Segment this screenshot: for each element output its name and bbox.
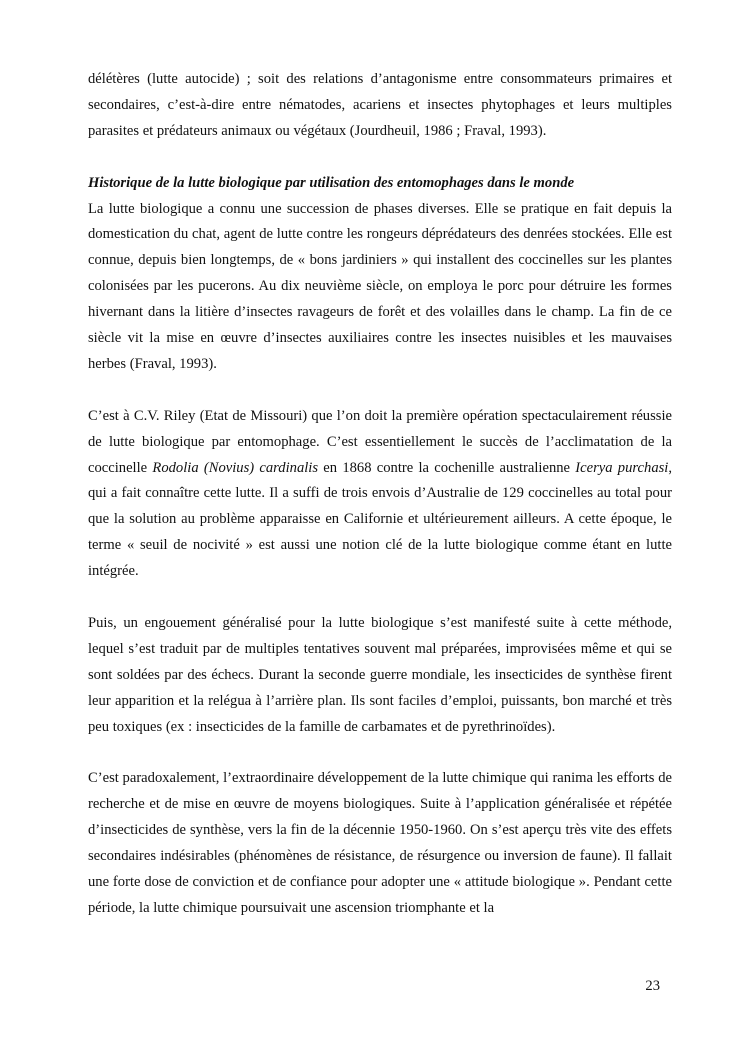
body-text bbox=[88, 67, 672, 922]
text-segment: en 1868 contre la cochenille australienne bbox=[318, 459, 576, 476]
paragraph-history: La lutte biologique a connu une succession de phases diverses. Elle se pratique en fait depuis la domestication du chat, agent de lutte contre les rongeurs déprédateurs des denrées stockées. Elle est connue, depuis bien longtemps, de « bons jardiniers » qui installent des coccinelles sur les plantes colonisées par les pucerons. Au dix neuvième siècle, on employa le porc pour détruire les formes hivernant dans la litière d’insectes ravageurs de forêt et des volailles dans le champ. La fin de ce siècle vit la mise en œuvre d’insectes auxiliaires contre les insectes nuisibles et les mauvaises herbes (Fraval, 1993). bbox=[88, 200, 672, 372]
paragraph-chemical-control: C’est paradoxalement, l’extraordinaire développement de la lutte chimique qui ranima les efforts de recherche et de mise en œuvre de moyens biologiques. Suite à l’application généralisée et répétée d’insecticides de synthèse, vers la fin de la décennie 1950-1960. On s’est aperçu très vite des effets secondaires indésirables (phénomènes de résistance, de résurgence ou inversion de faune). Il fallait une forte dose de conviction et de confiance pour adopter une « attitude biologique ». Pendant cette période, la lutte chimique poursuivait une ascension triomphante et la bbox=[88, 770, 672, 916]
section-heading: Historique de la lutte biologique par utilisation des entomophages dans le monde bbox=[88, 174, 575, 191]
paragraph-spacer bbox=[88, 741, 672, 767]
paragraph-riley bbox=[88, 404, 672, 585]
page-number: 23 bbox=[645, 978, 660, 994]
species-name-rodolia: Rodolia (Novius) cardinalis bbox=[152, 459, 319, 476]
paragraph-spacer bbox=[88, 585, 672, 611]
species-name-icerya: Icerya purchasi bbox=[575, 459, 669, 476]
paragraph-spacer bbox=[88, 378, 672, 404]
text-segment: C’est à C.V. Riley (Etat de Missouri) que l’on doit la première opération spectaculairement réussie de lutte biologique par entomophage. C’est essentiellement le succès de l’acclimatation de la coccinelle bbox=[88, 407, 672, 476]
paragraph-continuation: délétères (lutte autocide) ; soit des relations d’antagonisme entre consommateurs primaires et secondaires, c’est-à-dire entre nématodes, acariens et insectes phytophages et leurs multiples parasites et prédateurs animaux ou végétaux (Jourdheuil, 1986 ; Fraval, 1993). bbox=[88, 71, 672, 139]
paragraph-spacer bbox=[88, 145, 672, 171]
text-segment: , qui a fait connaître cette lutte. Il a suffi de trois envois d’Australie de 129 coccinelles au total pour que la solution au problème apparaisse en Californie et ultérieurement ailleurs. A cette époque, le terme « seuil de nocivité » est aussi une notion clé de la lutte biologique comme étant en lutte intégrée. bbox=[88, 459, 672, 580]
paragraph-engouement: Puis, un engouement généralisé pour la lutte biologique s’est manifesté suite à cette méthode, lequel s’est traduit par de multiples tentatives souvent mal préparées, improvisées même et qui se sont soldées par des échecs. Durant la seconde guerre mondiale, les insecticides de synthèse firent leur apparition et la relégua à l’arrière plan. Ils sont faciles d’emploi, puissants, bon marché et très peu toxiques (ex : insecticides de la famille de carbamates et de pyrethrinoïdes). bbox=[88, 614, 672, 735]
